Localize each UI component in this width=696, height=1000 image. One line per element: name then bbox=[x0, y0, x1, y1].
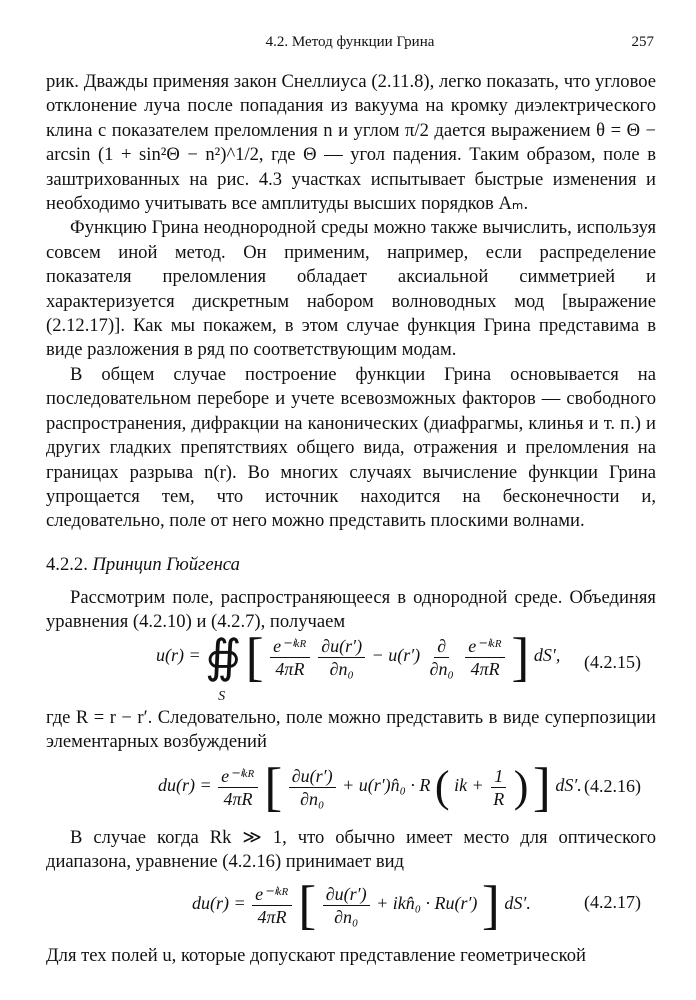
body-text-block-1 bbox=[46, 70, 656, 534]
paragraph-3: В общем случае построение функции Грина основывается на последовательном переборе и учете всевозможных факторов — свободного распространения, дифракции на канонических (диафрагмы, клинья и т. п.) и других гладких препятствиях общего вида, отражения и преломления на границах разрыва n(r). Во многих случаях вычисление функции Грина упрощается тем, что источник находится на бесконечности и, следовательно, поле от него можно представить плоскими волнами. bbox=[46, 363, 656, 532]
paragraph-1: рик. Дважды применяя закон Снеллиуса (2.11.8), легко показать, что угловое отклонение луча после попадания из вакуума на кромку диэлектрического клина с показателем преломления n и углом π/2 дается выражением θ = Θ − arcsin (1 + sin²Θ − n²)^1/2, где Θ — угол падения. Таким образом, поле в заштрихованных на рис. 4.3 участках испытывает быстрые изменения и необходимо учитывать все амплитуды высших порядков Aₘ. bbox=[46, 71, 657, 215]
equation-number-4-2-16: (4.2.16) bbox=[584, 776, 641, 796]
eq2-fraction-1: $\frac{\text{e⁻ⁱᵏᴿ}}{4\pi R}$ bbox=[218, 766, 258, 809]
eq2-fraction-2: $\frac{\partial u(r')}{\text{∂n₀}}$ bbox=[289, 766, 336, 809]
eq3-middle: + ikn̂₀ · Ru(r′) bbox=[376, 893, 478, 914]
eq1-fraction-4: $\frac{\text{e⁻ⁱᵏᴿ}}{4\pi R}$ bbox=[465, 636, 505, 679]
eq3-lhs: du(r) = bbox=[192, 893, 246, 914]
eq3-fraction-2: $\frac{\partial u(r')}{\text{∂n₀}}$ bbox=[323, 884, 370, 927]
eq1-integral-subscript: S bbox=[218, 689, 226, 704]
eq2-middle: + u(r′)n̂₀ · R bbox=[342, 775, 431, 796]
eq1-lhs: u(r) = bbox=[156, 645, 201, 666]
eq2-inner: ik + bbox=[454, 775, 484, 796]
eq1-tail: dS′, bbox=[533, 645, 561, 666]
page-number: 257 bbox=[631, 34, 654, 50]
running-head-title: 4.2. Метод функции Грина bbox=[265, 34, 435, 50]
equation-4-2-16: du(r) = $\frac{\text{e⁻ⁱᵏᴿ}}{4\pi R}$ [ $\frac{\partial u(r')}{\text{∂n₀}}$ + u(r′)n̂₀ · R ( ik + $\frac{1}{R}$ ) ] dS′. bbox=[158, 757, 582, 817]
eq2-tail: dS′. bbox=[555, 775, 582, 796]
paragraph-last bbox=[46, 944, 656, 968]
eq2-lhs: du(r) = bbox=[158, 775, 212, 796]
eq2-fraction-3: $\frac{1}{R}$ bbox=[493, 765, 505, 809]
eq1-fraction-2: $\frac{\partial u(r')}{\text{∂n₀}}$ bbox=[318, 636, 365, 679]
paragraph-7: Для тех полей u, которые допускают представление геометрической bbox=[46, 945, 586, 966]
equation-number-4-2-15: (4.2.15) bbox=[584, 652, 641, 672]
equation-4-2-17: du(r) = $\frac{\text{e⁻ⁱᵏᴿ}}{4\pi R}$ [ $\frac{\partial u(r')}{\text{∂n₀}}$ + ikn̂₀ · Ru(r′) ] dS′. bbox=[192, 875, 531, 935]
eq3-tail: dS′. bbox=[504, 893, 531, 914]
paragraph-rk bbox=[46, 826, 656, 875]
section-number: 4.2.2. bbox=[46, 554, 88, 575]
section-heading bbox=[46, 554, 240, 576]
paragraph-4: Рассмотрим поле, распространяющееся в однородной среде. Объединяя уравнения (4.2.10) и (4.2.7), получаем bbox=[46, 587, 656, 633]
eq3-fraction-1: $\frac{\text{e⁻ⁱᵏᴿ}}{4\pi R}$ bbox=[252, 884, 292, 927]
eq1-fraction-3: $\frac{\partial}{\text{∂n₀}}$ bbox=[429, 635, 454, 679]
equation-4-2-15: u(r) = ∯ S [ $\frac{\text{e⁻ⁱᵏᴿ}}{4\pi R}$ $\frac{\partial u(r')}{\text{∂n₀}}$ − u(r′) $\frac{\partial}{\text{∂n₀}}$ $\frac{\text{e⁻ⁱᵏᴿ}}{4\pi R}$ ] dS′, bbox=[156, 627, 561, 704]
surface-integral-sign: ∯ bbox=[205, 631, 242, 682]
paragraph-huygens bbox=[46, 586, 656, 635]
section-title: Принцип Гюйгенса bbox=[92, 554, 240, 575]
paragraph-r-definition bbox=[46, 706, 656, 755]
running-head bbox=[46, 34, 654, 54]
paragraph-2: Функцию Грина неоднородной среды можно также вычислить, используя совсем иной метод. Он применим, например, если распределение показателя преломления обладает аксиальной симметрией и характеризуется дискретным набором волноводных мод [выражение (2.12.17)]. Как мы покажем, в этом случае функция Грина представима в виде разложения в ряд по соответствующим модам. bbox=[46, 217, 656, 361]
equation-number-4-2-17: (4.2.17) bbox=[584, 892, 641, 912]
eq1-fraction-1: $\frac{\text{e⁻ⁱᵏᴿ}}{4\pi R}$ bbox=[270, 636, 310, 679]
paragraph-5: где R = r − r′. Следовательно, поле можно представить в виде суперпозиции элементарных возбуждений bbox=[46, 707, 656, 753]
eq1-minus-term: − u(r′) bbox=[371, 645, 421, 666]
paragraph-6: В случае когда Rk ≫ 1, что обычно имеет место для оптического диапазона, уравнение (4.2.16) принимает вид bbox=[46, 827, 656, 873]
